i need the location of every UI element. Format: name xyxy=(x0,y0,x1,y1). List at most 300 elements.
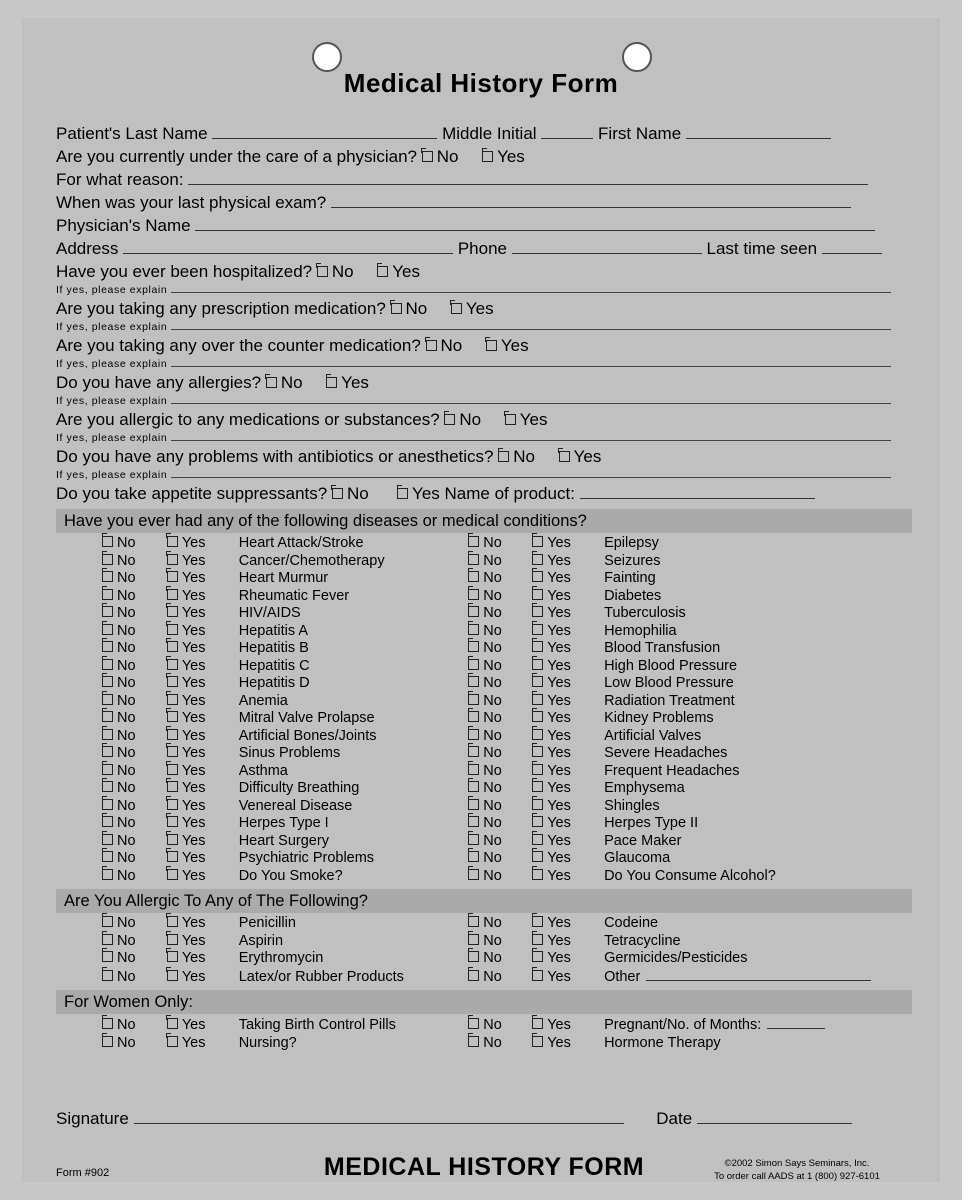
cell-yes-left[interactable] xyxy=(167,570,239,588)
checkbox-icon[interactable] xyxy=(532,606,543,617)
checkbox-appetite-yes[interactable] xyxy=(397,483,440,505)
option-label-yes: Yes xyxy=(547,932,571,949)
checkbox-icon[interactable] xyxy=(397,488,408,499)
cell-yes-right[interactable] xyxy=(532,710,604,728)
checkbox-icon[interactable] xyxy=(102,711,113,722)
cell-no-left[interactable] xyxy=(56,950,167,968)
cell-yes-left[interactable] xyxy=(167,798,239,816)
condition-label-left: Hepatitis C xyxy=(238,657,310,674)
cell-no-left[interactable] xyxy=(56,588,167,606)
cell-no-right[interactable] xyxy=(454,535,532,553)
checkbox-icon[interactable] xyxy=(532,676,543,687)
checkbox-icon[interactable] xyxy=(167,951,178,962)
label-if-yes-explain: If yes, please explain xyxy=(56,321,168,333)
checkbox-icon[interactable] xyxy=(167,764,178,775)
cell-yes-right[interactable] xyxy=(532,658,604,676)
checkbox-icon[interactable] xyxy=(102,1036,113,1047)
cell-yes-left[interactable] xyxy=(167,588,239,606)
checkbox-icon[interactable] xyxy=(532,1036,543,1047)
checkbox-icon[interactable] xyxy=(167,799,178,810)
checkbox-icon[interactable] xyxy=(377,266,388,277)
cell-no-left[interactable] xyxy=(56,763,167,781)
checkbox-icon[interactable] xyxy=(102,834,113,845)
cell-yes-right[interactable] xyxy=(532,780,604,798)
input-antibiotics-explain[interactable] xyxy=(171,467,891,478)
checkbox-icon[interactable] xyxy=(167,1036,178,1047)
cell-no-right[interactable] xyxy=(454,605,532,623)
cell-no-right[interactable] xyxy=(454,570,532,588)
cell-yes-left[interactable] xyxy=(167,745,239,763)
checkbox-icon[interactable] xyxy=(167,711,178,722)
checkbox-icon[interactable] xyxy=(505,414,516,425)
checkbox-icon[interactable] xyxy=(102,869,113,880)
checkbox-icon[interactable] xyxy=(532,781,543,792)
allergen-label-left: Penicillin xyxy=(238,915,296,931)
option-label-no: No xyxy=(117,950,136,966)
checkbox-icon[interactable] xyxy=(102,916,113,927)
checkbox-icon[interactable] xyxy=(468,970,479,981)
checkbox-icon[interactable] xyxy=(102,799,113,810)
cell-no-left[interactable] xyxy=(56,833,167,851)
input-hospitalized-explain[interactable] xyxy=(171,282,891,293)
checkbox-icon[interactable] xyxy=(468,676,479,687)
checkbox-icon[interactable] xyxy=(532,869,543,880)
cell-no-left[interactable] xyxy=(56,968,167,987)
cell-yes-left[interactable] xyxy=(167,693,239,711)
cell-yes-right[interactable] xyxy=(532,745,604,763)
checkbox-icon[interactable] xyxy=(532,799,543,810)
checkbox-icon[interactable] xyxy=(468,641,479,652)
cell-no-right[interactable] xyxy=(454,833,532,851)
checkbox-icon[interactable] xyxy=(102,606,113,617)
cell-no-right[interactable] xyxy=(454,745,532,763)
cell-no-right[interactable] xyxy=(454,1035,532,1053)
option-label-no: No xyxy=(117,867,136,884)
copyright-block xyxy=(682,1157,912,1183)
cell-no-left[interactable] xyxy=(56,798,167,816)
cell-no-left[interactable] xyxy=(56,915,167,933)
input-date[interactable] xyxy=(697,1108,852,1124)
cell-no-right[interactable] xyxy=(454,868,532,886)
cell-no-right[interactable] xyxy=(454,623,532,641)
checkbox-icon[interactable] xyxy=(102,1018,113,1029)
checkbox-icon[interactable] xyxy=(167,816,178,827)
checkbox-icon[interactable] xyxy=(468,834,479,845)
checkbox-prescription-no[interactable] xyxy=(391,298,428,320)
checkbox-icon[interactable] xyxy=(532,951,543,962)
input-prescription-explain[interactable] xyxy=(171,319,891,330)
checkbox-icon[interactable] xyxy=(468,951,479,962)
checkbox-icon[interactable] xyxy=(444,414,455,425)
cell-yes-right[interactable] xyxy=(532,675,604,693)
checkbox-hospitalized-no[interactable] xyxy=(317,261,354,283)
cell-yes-right[interactable] xyxy=(532,588,604,606)
checkbox-icon[interactable] xyxy=(468,659,479,670)
checkbox-icon[interactable] xyxy=(468,1036,479,1047)
checkbox-icon[interactable] xyxy=(532,970,543,981)
checkbox-allergies-yes[interactable] xyxy=(326,372,369,394)
checkbox-under-care-yes[interactable] xyxy=(482,146,525,168)
allergen-label-right: Codeine xyxy=(604,915,659,931)
cell-yes-left[interactable] xyxy=(167,728,239,746)
cell-yes-right[interactable] xyxy=(532,950,604,968)
option-label-yes: Yes xyxy=(547,657,571,674)
input-name-of-product[interactable] xyxy=(580,483,815,499)
checkbox-icon[interactable] xyxy=(167,659,178,670)
option-label-no: No xyxy=(117,1017,136,1033)
checkbox-icon[interactable] xyxy=(167,869,178,880)
checkbox-icon[interactable] xyxy=(167,641,178,652)
cell-yes-left[interactable] xyxy=(167,868,239,886)
cell-no-left[interactable] xyxy=(56,570,167,588)
cell-no-right[interactable] xyxy=(454,950,532,968)
checkbox-icon[interactable] xyxy=(532,834,543,845)
checkbox-icon[interactable] xyxy=(167,781,178,792)
cell-yes-right[interactable] xyxy=(532,570,604,588)
checkbox-icon[interactable] xyxy=(532,816,543,827)
option-label-yes: Yes xyxy=(181,932,206,949)
checkbox-hospitalized-yes[interactable] xyxy=(377,261,420,283)
cell-no-right[interactable] xyxy=(454,915,532,933)
checkbox-icon[interactable] xyxy=(167,536,178,547)
label-if-yes-explain: If yes, please explain xyxy=(56,395,168,407)
label-date: Date xyxy=(656,1109,693,1128)
checkbox-icon[interactable] xyxy=(317,266,328,277)
checkbox-icon[interactable] xyxy=(167,554,178,565)
checkbox-icon[interactable] xyxy=(498,451,509,462)
checkbox-icon[interactable] xyxy=(102,764,113,775)
checkbox-icon[interactable] xyxy=(532,1018,543,1029)
checkbox-icon[interactable] xyxy=(167,746,178,757)
checkbox-icon[interactable] xyxy=(167,934,178,945)
checkbox-icon[interactable] xyxy=(102,571,113,582)
checkbox-icon[interactable] xyxy=(102,816,113,827)
checkbox-icon[interactable] xyxy=(532,589,543,600)
cell-no-left[interactable] xyxy=(56,1016,167,1035)
input-signature[interactable] xyxy=(134,1108,624,1124)
checkbox-icon[interactable] xyxy=(102,641,113,652)
checkbox-icon[interactable] xyxy=(532,746,543,757)
checkbox-icon[interactable] xyxy=(422,151,433,162)
checkbox-icon[interactable] xyxy=(102,694,113,705)
checkbox-icon[interactable] xyxy=(167,729,178,740)
row-allergies xyxy=(56,372,912,394)
cell-no-left[interactable] xyxy=(56,675,167,693)
cell-no-right[interactable] xyxy=(454,693,532,711)
checkbox-allergic-meds-no[interactable] xyxy=(444,409,481,431)
cell-yes-right[interactable] xyxy=(532,933,604,951)
cell-yes-right[interactable] xyxy=(532,605,604,623)
checkbox-icon[interactable] xyxy=(266,377,277,388)
checkbox-icon[interactable] xyxy=(426,340,437,351)
cell-yes-right[interactable] xyxy=(532,640,604,658)
checkbox-antibiotics-no[interactable] xyxy=(498,446,535,468)
checkbox-icon[interactable] xyxy=(468,851,479,862)
checkbox-icon[interactable] xyxy=(468,816,479,827)
option-label-no: No xyxy=(117,932,136,949)
checkbox-allergic-meds-yes[interactable] xyxy=(505,409,548,431)
input-otc-explain[interactable] xyxy=(171,356,891,367)
checkbox-icon[interactable] xyxy=(468,916,479,927)
checkbox-under-care-no[interactable] xyxy=(422,146,459,168)
checkbox-icon[interactable] xyxy=(102,746,113,757)
cell-no-right[interactable] xyxy=(454,640,532,658)
checkbox-icon[interactable] xyxy=(482,151,493,162)
cell-yes-left[interactable] xyxy=(167,915,239,933)
label-middle-initial: Middle Initial xyxy=(442,124,537,143)
input-allergen-other[interactable] xyxy=(646,968,871,981)
cell-yes-left[interactable] xyxy=(167,815,239,833)
checkbox-icon[interactable] xyxy=(532,934,543,945)
checkbox-icon[interactable] xyxy=(102,554,113,565)
checkbox-icon[interactable] xyxy=(532,851,543,862)
input-middle-initial[interactable] xyxy=(541,123,593,139)
condition-label-right: Shingles xyxy=(604,797,660,814)
cell-yes-right[interactable] xyxy=(532,728,604,746)
input-months-pregnant[interactable] xyxy=(767,1016,825,1029)
checkbox-icon[interactable] xyxy=(532,916,543,927)
option-label-yes: Yes xyxy=(547,850,571,866)
cell-no-left[interactable] xyxy=(56,693,167,711)
cell-yes-right[interactable] xyxy=(532,763,604,781)
cell-no-left[interactable] xyxy=(56,1035,167,1053)
checkbox-icon[interactable] xyxy=(532,694,543,705)
input-patient-last-name[interactable] xyxy=(212,123,437,139)
input-allergies-explain[interactable] xyxy=(171,393,891,404)
checkbox-icon[interactable] xyxy=(167,676,178,687)
cell-no-right[interactable] xyxy=(454,763,532,781)
cell-yes-left[interactable] xyxy=(167,535,239,553)
cell-no-right[interactable] xyxy=(454,815,532,833)
input-physician-name[interactable] xyxy=(195,215,875,231)
checkbox-icon[interactable] xyxy=(167,606,178,617)
checkbox-icon[interactable] xyxy=(102,676,113,687)
cell-yes-left[interactable] xyxy=(167,675,239,693)
cell-no-left[interactable] xyxy=(56,850,167,868)
cell-yes-right[interactable] xyxy=(532,915,604,933)
checkbox-antibiotics-yes[interactable] xyxy=(559,446,602,468)
cell-no-left[interactable] xyxy=(56,933,167,951)
checkbox-icon[interactable] xyxy=(326,377,337,388)
table-row xyxy=(56,868,912,886)
condition-label-right: Emphysema xyxy=(604,780,685,796)
cell-no-right[interactable] xyxy=(454,850,532,868)
cell-yes-right[interactable] xyxy=(532,693,604,711)
footer-title: MEDICAL HISTORY FORM xyxy=(323,1153,645,1181)
option-label-yes: Yes xyxy=(547,1017,571,1033)
checkbox-icon[interactable] xyxy=(468,781,479,792)
option-label-no: No xyxy=(117,968,136,985)
form-number: Form #902 xyxy=(56,1167,110,1179)
cell-no-right[interactable] xyxy=(454,1016,532,1035)
row-last-physical-exam xyxy=(56,192,912,214)
cell-no-right[interactable] xyxy=(454,780,532,798)
checkbox-icon[interactable] xyxy=(102,951,113,962)
condition-label-left: Do You Smoke? xyxy=(238,867,343,884)
checkbox-icon[interactable] xyxy=(468,869,479,880)
checkbox-icon[interactable] xyxy=(102,781,113,792)
checkbox-allergies-no[interactable] xyxy=(266,372,303,394)
option-label-no: No xyxy=(483,1017,502,1033)
cell-yes-right[interactable] xyxy=(532,1035,604,1053)
checkbox-icon[interactable] xyxy=(167,624,178,635)
cell-yes-left[interactable] xyxy=(167,763,239,781)
checkbox-icon[interactable] xyxy=(468,554,479,565)
checkbox-icon[interactable] xyxy=(102,970,113,981)
checkbox-icon[interactable] xyxy=(102,659,113,670)
checkbox-appetite-no[interactable] xyxy=(332,483,369,505)
checkbox-prescription-yes[interactable] xyxy=(451,298,494,320)
cell-yes-right[interactable] xyxy=(532,968,604,987)
checkbox-icon[interactable] xyxy=(468,606,479,617)
checkbox-icon[interactable] xyxy=(532,729,543,740)
checkbox-icon[interactable] xyxy=(167,970,178,981)
cell-no-right[interactable] xyxy=(454,658,532,676)
checkbox-icon[interactable] xyxy=(468,799,479,810)
cell-no-right[interactable] xyxy=(454,728,532,746)
cell-no-left[interactable] xyxy=(56,868,167,886)
checkbox-icon[interactable] xyxy=(532,641,543,652)
cell-no-left[interactable] xyxy=(56,605,167,623)
input-for-what-reason[interactable] xyxy=(188,169,868,185)
cell-no-left[interactable] xyxy=(56,623,167,641)
cell-yes-left[interactable] xyxy=(167,640,239,658)
cell-no-left[interactable] xyxy=(56,815,167,833)
condition-label-right: Do You Consume Alcohol? xyxy=(604,867,776,884)
checkbox-icon[interactable] xyxy=(102,729,113,740)
input-allergic-medications-explain[interactable] xyxy=(171,430,891,441)
input-phone[interactable] xyxy=(512,238,702,254)
cell-yes-right[interactable] xyxy=(532,850,604,868)
checkbox-icon[interactable] xyxy=(167,916,178,927)
cell-yes-right[interactable] xyxy=(532,535,604,553)
cell-yes-left[interactable] xyxy=(167,553,239,571)
input-last-physical-exam[interactable] xyxy=(331,192,851,208)
cell-no-left[interactable] xyxy=(56,535,167,553)
option-label-no: No xyxy=(117,605,136,621)
cell-yes-right[interactable] xyxy=(532,815,604,833)
checkbox-icon[interactable] xyxy=(532,764,543,775)
checkbox-icon[interactable] xyxy=(468,589,479,600)
cell-yes-left[interactable] xyxy=(167,658,239,676)
cell-no-right[interactable] xyxy=(454,588,532,606)
checkbox-icon[interactable] xyxy=(332,488,343,499)
cell-no-left[interactable] xyxy=(56,728,167,746)
cell-yes-left[interactable] xyxy=(167,623,239,641)
cell-yes-left[interactable] xyxy=(167,850,239,868)
cell-no-right[interactable] xyxy=(454,798,532,816)
checkbox-icon[interactable] xyxy=(468,624,479,635)
cell-no-right[interactable] xyxy=(454,553,532,571)
checkbox-icon[interactable] xyxy=(167,834,178,845)
checkbox-icon[interactable] xyxy=(532,659,543,670)
checkbox-icon[interactable] xyxy=(468,729,479,740)
checkbox-icon[interactable] xyxy=(468,711,479,722)
checkbox-icon[interactable] xyxy=(391,303,402,314)
checkbox-icon[interactable] xyxy=(532,536,543,547)
cell-yes-left[interactable] xyxy=(167,780,239,798)
checkbox-icon[interactable] xyxy=(167,694,178,705)
cell-yes-left[interactable] xyxy=(167,1016,239,1035)
cell-yes-right[interactable] xyxy=(532,1016,604,1035)
checkbox-icon[interactable] xyxy=(532,624,543,635)
cell-no-right[interactable] xyxy=(454,675,532,693)
checkbox-icon[interactable] xyxy=(532,571,543,582)
checkbox-icon[interactable] xyxy=(102,589,113,600)
checkbox-icon[interactable] xyxy=(167,1018,178,1029)
cell-no-right[interactable] xyxy=(454,933,532,951)
checkbox-icon[interactable] xyxy=(451,303,462,314)
cell-no-right[interactable] xyxy=(454,710,532,728)
cell-yes-left[interactable] xyxy=(167,710,239,728)
checkbox-icon[interactable] xyxy=(167,851,178,862)
checkbox-otc-no[interactable] xyxy=(426,335,463,357)
option-label-no: No xyxy=(483,950,502,966)
condition-label-left: Heart Murmur xyxy=(238,570,329,586)
cell-yes-left[interactable] xyxy=(167,933,239,951)
checkbox-icon[interactable] xyxy=(468,934,479,945)
checkbox-icon[interactable] xyxy=(468,1018,479,1029)
cell-yes-left[interactable] xyxy=(167,605,239,623)
row-appetite-suppressants xyxy=(56,483,912,505)
checkbox-icon[interactable] xyxy=(468,694,479,705)
cell-no-left[interactable] xyxy=(56,658,167,676)
checkbox-icon[interactable] xyxy=(102,934,113,945)
cell-no-left[interactable] xyxy=(56,780,167,798)
checkbox-icon[interactable] xyxy=(167,571,178,582)
cell-yes-right[interactable] xyxy=(532,623,604,641)
input-first-name[interactable] xyxy=(686,123,831,139)
cell-yes-left[interactable] xyxy=(167,1035,239,1053)
option-label-no: No xyxy=(117,552,136,569)
option-label-no: No xyxy=(483,535,502,551)
checkbox-icon[interactable] xyxy=(102,851,113,862)
allergen-label-right: Tetracycline xyxy=(604,932,681,949)
input-address[interactable] xyxy=(123,238,453,254)
cell-yes-left[interactable] xyxy=(167,950,239,968)
checkbox-icon[interactable] xyxy=(559,451,570,462)
cell-no-left[interactable] xyxy=(56,640,167,658)
checkbox-otc-yes[interactable] xyxy=(486,335,529,357)
checkbox-icon[interactable] xyxy=(102,536,113,547)
option-label-yes: Yes xyxy=(547,640,571,656)
checkbox-icon[interactable] xyxy=(468,571,479,582)
checkbox-icon[interactable] xyxy=(532,711,543,722)
cell-yes-right[interactable] xyxy=(532,798,604,816)
checkbox-icon[interactable] xyxy=(486,340,497,351)
cell-yes-right[interactable] xyxy=(532,868,604,886)
option-label-no: No xyxy=(117,622,136,639)
checkbox-icon[interactable] xyxy=(468,746,479,757)
option-label-yes: Yes xyxy=(547,867,571,884)
cell-no-left[interactable] xyxy=(56,710,167,728)
checkbox-icon[interactable] xyxy=(102,624,113,635)
cell-yes-right[interactable] xyxy=(532,833,604,851)
checkbox-icon[interactable] xyxy=(167,589,178,600)
cell-no-right[interactable] xyxy=(454,968,532,987)
checkbox-icon[interactable] xyxy=(468,764,479,775)
checkbox-icon[interactable] xyxy=(468,536,479,547)
cell-yes-right[interactable] xyxy=(532,553,604,571)
condition-label-right: Tuberculosis xyxy=(604,605,686,621)
cell-no-left[interactable] xyxy=(56,553,167,571)
cell-yes-left[interactable] xyxy=(167,968,239,987)
checkbox-icon[interactable] xyxy=(532,554,543,565)
cell-yes-left[interactable] xyxy=(167,833,239,851)
section-header-women-only: For Women Only: xyxy=(56,990,912,1014)
cell-no-left[interactable] xyxy=(56,745,167,763)
input-last-time-seen[interactable] xyxy=(822,238,882,254)
